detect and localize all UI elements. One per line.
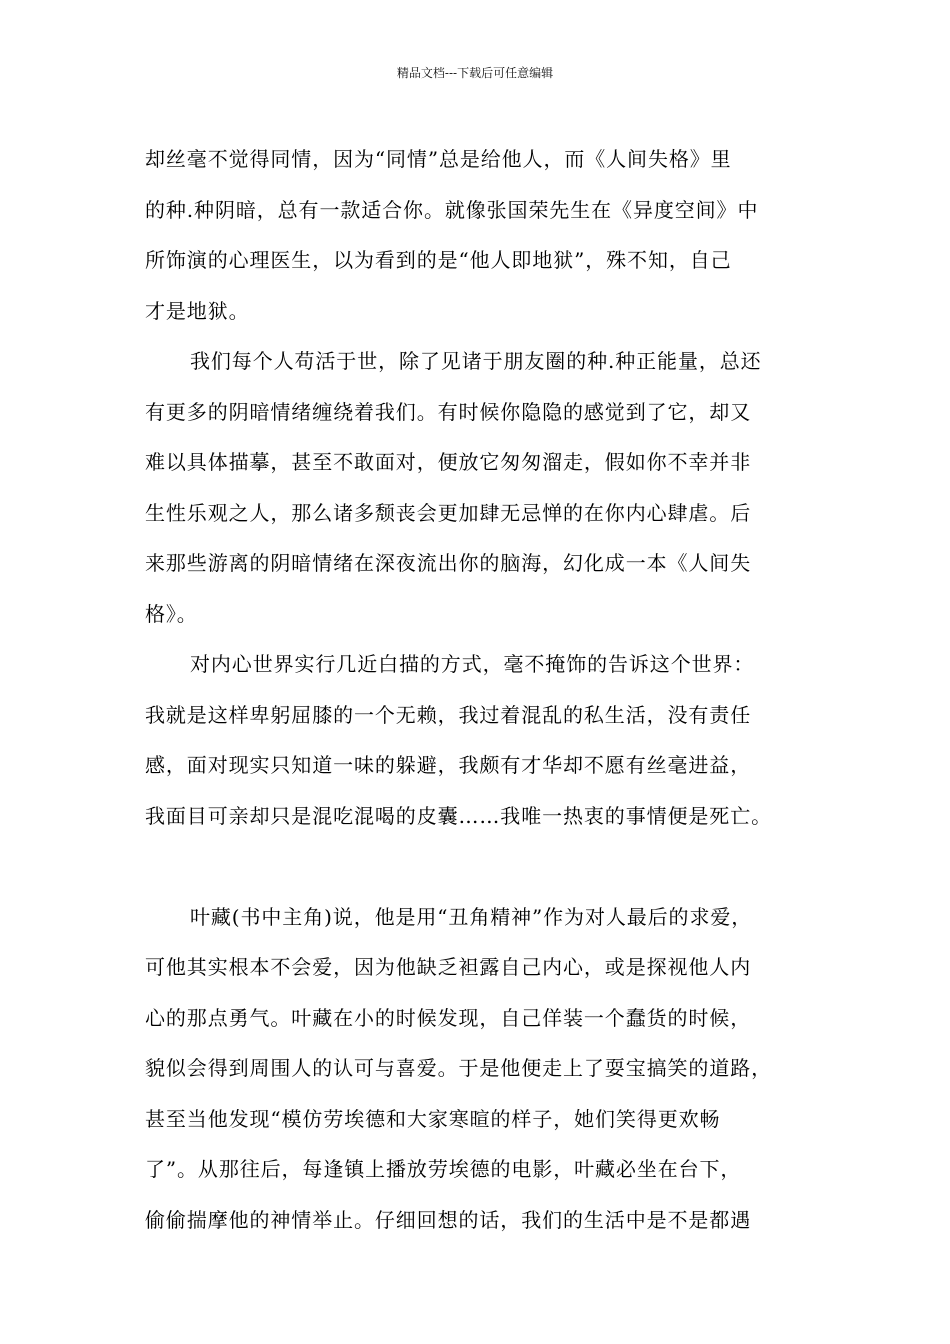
text-line: 难以具体描摹，甚至不敢面对，便放它匆匆溜走，假如你不幸并非 (145, 450, 752, 474)
text-line: 格》。 (145, 601, 198, 626)
text-line: 有更多的阴暗情绪缠绕着我们。有时候你隐隐的感觉到了它，却又 (145, 399, 752, 424)
text-line: 来那些游离的阴暗情绪在深夜流出你的脑海，幻化成一本《人间失 (145, 551, 752, 575)
text-line: 我们每个人苟活于世，除了见诸于朋友圈的种.种正能量，总还 (190, 349, 762, 373)
page-header: 精品文档---下载后可任意编辑 (396, 66, 554, 80)
text-line: 才是地狱。 (145, 298, 250, 323)
text-line: 生性乐观之人，那么诸多颓丧会更加肆无忌惮的在你内心肆虐。后 (145, 500, 752, 525)
text-line: 叶藏(书中主角)说，他是用“丑角精神”作为对人最后的求爱， (190, 904, 753, 929)
text-line: 我就是这样卑躬屈膝的一个无赖，我过着混乱的私生活，没有责任 (145, 702, 752, 727)
text-line: 所饰演的心理医生，以为看到的是“他人即地狱”，殊不知，自己 (145, 248, 732, 272)
text-line: 我面目可亲却只是混吃混喝的皮囊……我唯一热衷的事情便是死亡。 (145, 803, 772, 828)
text-line: 甚至当他发现“模仿劳埃德和大家寒暄的样子，她们笑得更欢畅 (145, 1106, 721, 1131)
text-line: 貌似会得到周围人的认可与喜爱。于是他便走上了耍宝搞笑的道路， (145, 1056, 772, 1080)
paragraph-1 (145, 134, 810, 336)
paragraph-3 (145, 639, 810, 841)
text-line: 心的那点勇气。叶藏在小的时候发现，自己佯装一个蠢货的时候， (145, 1005, 752, 1030)
text-line: 却丝毫不觉得同情，因为“同情”总是给他人，而《人间失格》里 (145, 147, 732, 171)
text-line: 了”。从那往后，每逢镇上播放劳埃德的电影，叶藏必坐在台下， (145, 1157, 742, 1181)
text-line: 感，面对现实只知道一味的躲避，我颇有才华却不愿有丝毫进益， (145, 753, 752, 777)
text-line: 的种.种阴暗，总有一款适合你。就像张国荣先生在《异度空间》中 (145, 197, 759, 222)
document-body (145, 134, 810, 1245)
paragraph-2 (145, 336, 810, 639)
text-line: 偷偷揣摩他的神情举止。仔细回想的话，我们的生活中是不是都遇 (145, 1207, 752, 1232)
text-line: 对内心世界实行几近白描的方式，毫不掩饰的告诉这个世界： (190, 652, 755, 676)
text-line: 可他其实根本不会爱，因为他缺乏袒露自己内心，或是探视他人内 (145, 955, 752, 979)
paragraph-gap (145, 841, 810, 892)
paragraph-4 (145, 892, 810, 1246)
